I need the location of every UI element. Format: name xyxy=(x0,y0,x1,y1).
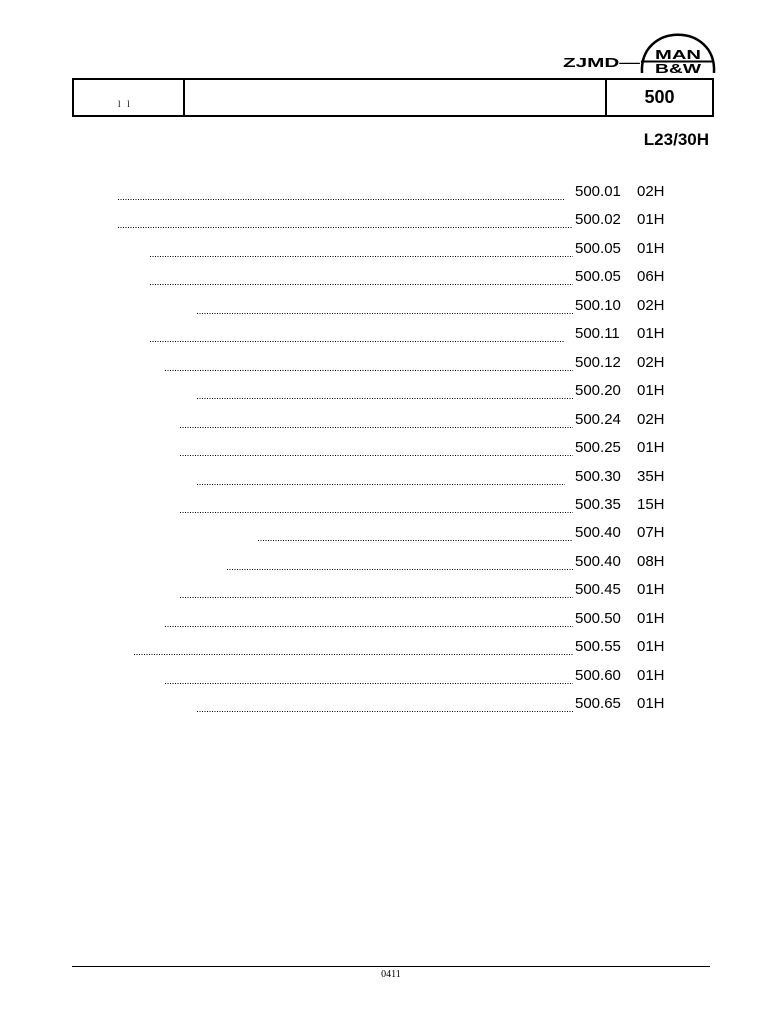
revision-code: 01H xyxy=(637,581,665,598)
toc-entry xyxy=(0,439,768,457)
section-code: 500.25 xyxy=(575,439,621,456)
leader-dots xyxy=(134,654,573,655)
section-code: 500.45 xyxy=(575,581,621,598)
section-code: 500.05 xyxy=(575,268,621,285)
toc-entry xyxy=(0,638,768,656)
toc-entry xyxy=(0,382,768,400)
section-code: 500.40 xyxy=(575,524,621,541)
header-table xyxy=(72,78,714,117)
leader-dots xyxy=(180,597,573,598)
logo-man: MAN xyxy=(655,47,701,62)
section-code: 500.55 xyxy=(575,638,621,655)
leader-dots xyxy=(258,540,573,541)
revision-code: 02H xyxy=(637,411,665,428)
footer-rule xyxy=(72,966,710,967)
revision-code: 07H xyxy=(637,524,665,541)
toc-entry xyxy=(0,354,768,372)
revision-code: 01H xyxy=(637,439,665,456)
revision-code: 15H xyxy=(637,496,665,513)
section-code: 500.20 xyxy=(575,382,621,399)
zjmd-man-bw-logo xyxy=(555,30,720,78)
toc-entry xyxy=(0,240,768,258)
leader-dots xyxy=(150,284,573,285)
section-code: 500.02 xyxy=(575,211,621,228)
revision-code: 35H xyxy=(637,468,665,485)
leader-dots xyxy=(197,711,573,712)
engine-model: L23/30H xyxy=(643,130,709,149)
section-code: 500.05 xyxy=(575,240,621,257)
toc-entry xyxy=(0,297,768,315)
toc-entry xyxy=(0,496,768,514)
leader-dots xyxy=(165,370,573,371)
revision-code: 06H xyxy=(637,268,665,285)
toc-entry xyxy=(0,610,768,628)
section-code: 500.24 xyxy=(575,411,621,428)
section-code: 500.50 xyxy=(575,610,621,627)
leader-dots xyxy=(197,398,573,399)
section-code: 500.60 xyxy=(575,667,621,684)
revision-code: 01H xyxy=(637,695,665,712)
leader-dots xyxy=(180,512,573,513)
toc-entry xyxy=(0,325,768,343)
revision-code: 02H xyxy=(637,297,665,314)
revision-code: 08H xyxy=(637,553,665,570)
footer-page-code: 0411 xyxy=(381,969,401,980)
logo-bw: B&W xyxy=(655,61,703,76)
revision-code: 01H xyxy=(637,638,665,655)
section-code: 500.01 xyxy=(575,183,621,200)
header-divider-left xyxy=(183,80,185,115)
leader-dots xyxy=(227,569,573,570)
section-code: 500.11 xyxy=(575,325,620,342)
revision-code: 01H xyxy=(637,382,665,399)
leader-dots xyxy=(118,199,565,200)
toc-entry xyxy=(0,695,768,713)
section-code: 500.40 xyxy=(575,553,621,570)
revision-code: 02H xyxy=(637,354,665,371)
leader-dots xyxy=(197,313,573,314)
leader-dots xyxy=(180,427,573,428)
leader-dots xyxy=(180,455,573,456)
toc-entry xyxy=(0,211,768,229)
leader-dots xyxy=(165,626,573,627)
toc-entry xyxy=(0,524,768,542)
toc-entry xyxy=(0,553,768,571)
toc-entry xyxy=(0,581,768,599)
section-number: 500 xyxy=(644,87,675,107)
revision-code: 01H xyxy=(637,325,665,342)
leader-dots xyxy=(150,256,573,257)
revision-code: 02H xyxy=(637,183,665,200)
revision-code: 01H xyxy=(637,667,665,684)
leader-dots xyxy=(165,683,573,684)
leader-dots xyxy=(118,227,573,228)
revision-code: 01H xyxy=(637,240,665,257)
revision-code: 01H xyxy=(637,211,665,228)
toc-entry xyxy=(0,411,768,429)
section-code: 500.30 xyxy=(575,468,621,485)
toc-entry xyxy=(0,667,768,685)
header-left-cell: l l xyxy=(118,99,130,109)
section-code: 500.10 xyxy=(575,297,621,314)
toc-entry xyxy=(0,183,768,201)
section-code: 500.35 xyxy=(575,496,621,513)
toc-entry xyxy=(0,468,768,486)
logo-prefix: ZJMD— xyxy=(563,55,640,70)
leader-dots xyxy=(197,484,565,485)
toc-entry xyxy=(0,268,768,286)
section-code: 500.12 xyxy=(575,354,621,371)
leader-dots xyxy=(150,341,565,342)
revision-code: 01H xyxy=(637,610,665,627)
section-code: 500.65 xyxy=(575,695,621,712)
